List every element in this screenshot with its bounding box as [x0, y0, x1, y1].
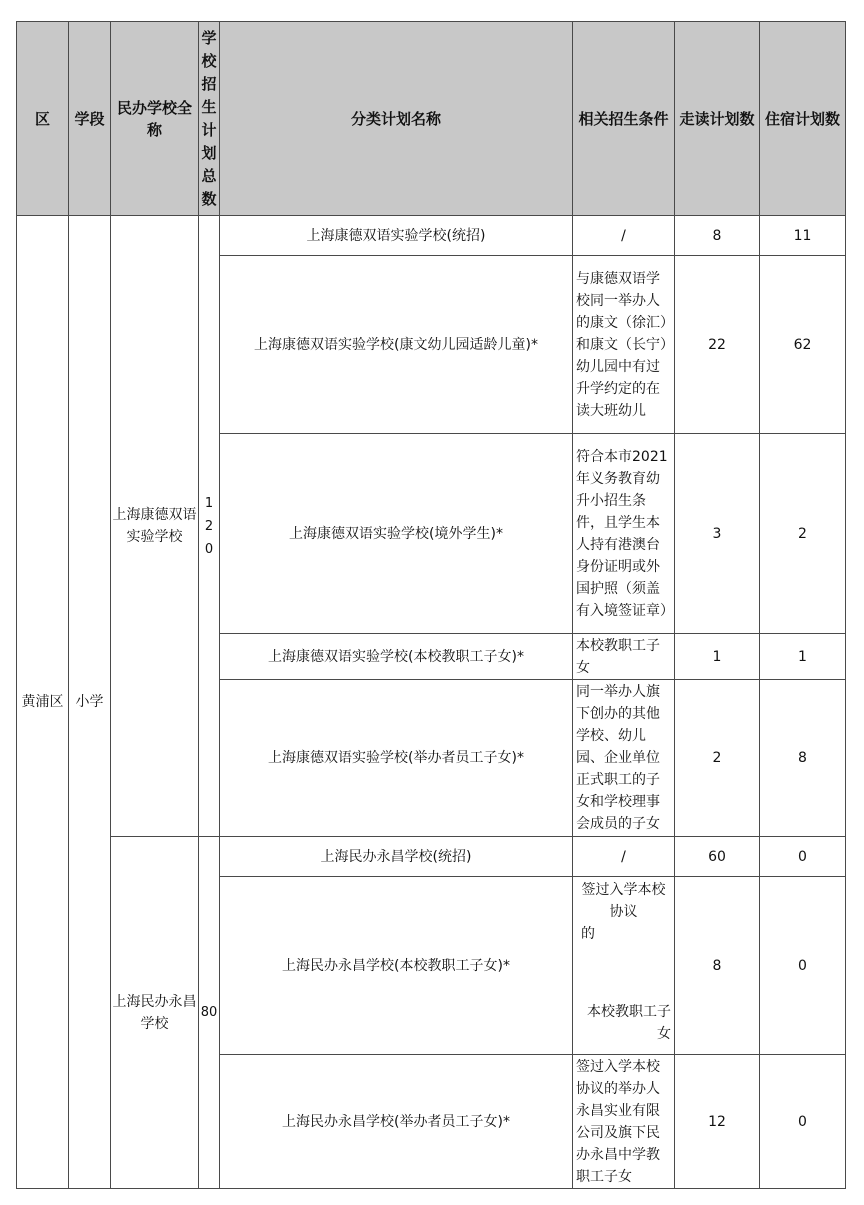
plan-name-cell: 上海康德双语实验学校(境外学生)* — [220, 434, 573, 634]
day-count-cell: 8 — [675, 877, 760, 1055]
day-count-cell: 12 — [675, 1055, 760, 1189]
table-row — [17, 837, 846, 877]
plan-name-cell: 上海康德双语实验学校(康文幼儿园适龄儿童)* — [220, 256, 573, 434]
day-count-cell: 1 — [675, 634, 760, 680]
plan-name-cell: 上海民办永昌学校(举办者员工子女)* — [220, 1055, 573, 1189]
day-count-cell: 3 — [675, 434, 760, 634]
boarding-count-cell: 8 — [760, 680, 846, 837]
plan-name-cell: 上海康德双语实验学校(举办者员工子女)* — [220, 680, 573, 837]
header-school-full-name: 民办学校全称 — [111, 22, 199, 216]
boarding-count-cell: 1 — [760, 634, 846, 680]
condition-cell: / — [573, 837, 675, 877]
boarding-count-cell: 62 — [760, 256, 846, 434]
district-cell: 黄浦区 — [17, 216, 69, 1189]
condition-cell: 签过入学本校协议的举办人永昌实业有限公司及旗下民办永昌中学教职工子女 — [573, 1055, 675, 1189]
boarding-count-cell: 0 — [760, 877, 846, 1055]
header-day-count: 走读计划数 — [675, 22, 760, 216]
school-name-cell: 上海康德双语实验学校 — [111, 216, 199, 837]
condition-cell: 与康德双语学校同一举办人的康文（徐汇）和康文（长宁）幼儿园中有过升学约定的在读大班幼儿 — [573, 256, 675, 434]
plan-name-cell: 上海康德双语实验学校(统招) — [220, 216, 573, 256]
condition-text-line: 本校教职工子女 — [587, 1004, 671, 1042]
plan-name-cell: 上海民办永昌学校(统招) — [220, 837, 573, 877]
header-level: 学段 — [69, 22, 111, 216]
school-total-cell: 120 — [199, 216, 220, 837]
school-total-cell: 80 — [199, 837, 220, 1189]
boarding-count-cell: 0 — [760, 837, 846, 877]
condition-cell: / — [573, 216, 675, 256]
header-total-plan: 学校招生计划总数 — [199, 22, 220, 216]
boarding-count-cell: 11 — [760, 216, 846, 256]
header-plan-name: 分类计划名称 — [220, 22, 573, 216]
day-count-cell: 2 — [675, 680, 760, 837]
enrollment-plan-table-container — [16, 21, 845, 1188]
header-district: 区 — [17, 22, 69, 216]
level-cell: 小学 — [69, 216, 111, 1189]
day-count-cell: 22 — [675, 256, 760, 434]
plan-name-cell: 上海民办永昌学校(本校教职工子女)* — [220, 877, 573, 1055]
table-row — [17, 216, 846, 256]
condition-text-line: 签过入学本校协议 — [581, 882, 666, 920]
enrollment-plan-table — [16, 21, 846, 1189]
header-conditions: 相关招生条件 — [573, 22, 675, 216]
header-boarding-count: 住宿计划数 — [760, 22, 846, 216]
condition-text-line: 的 — [581, 926, 595, 942]
school-name-cell: 上海民办永昌学校 — [111, 837, 199, 1189]
condition-cell: 符合本市2021年义务教育幼升小招生条件，且学生本人持有港澳台身份证明或外国护照（须盖有入境签证章） — [573, 434, 675, 634]
boarding-count-cell: 2 — [760, 434, 846, 634]
condition-cell: 同一举办人旗下创办的其他学校、幼儿园、企业单位正式职工的子女和学校理事会成员的子女 — [573, 680, 675, 837]
day-count-cell: 8 — [675, 216, 760, 256]
boarding-count-cell: 0 — [760, 1055, 846, 1189]
condition-cell: 本校教职工子女 — [573, 634, 675, 680]
header-row — [17, 22, 846, 216]
day-count-cell: 60 — [675, 837, 760, 877]
condition-cell — [573, 877, 675, 1055]
plan-name-cell: 上海康德双语实验学校(本校教职工子女)* — [220, 634, 573, 680]
